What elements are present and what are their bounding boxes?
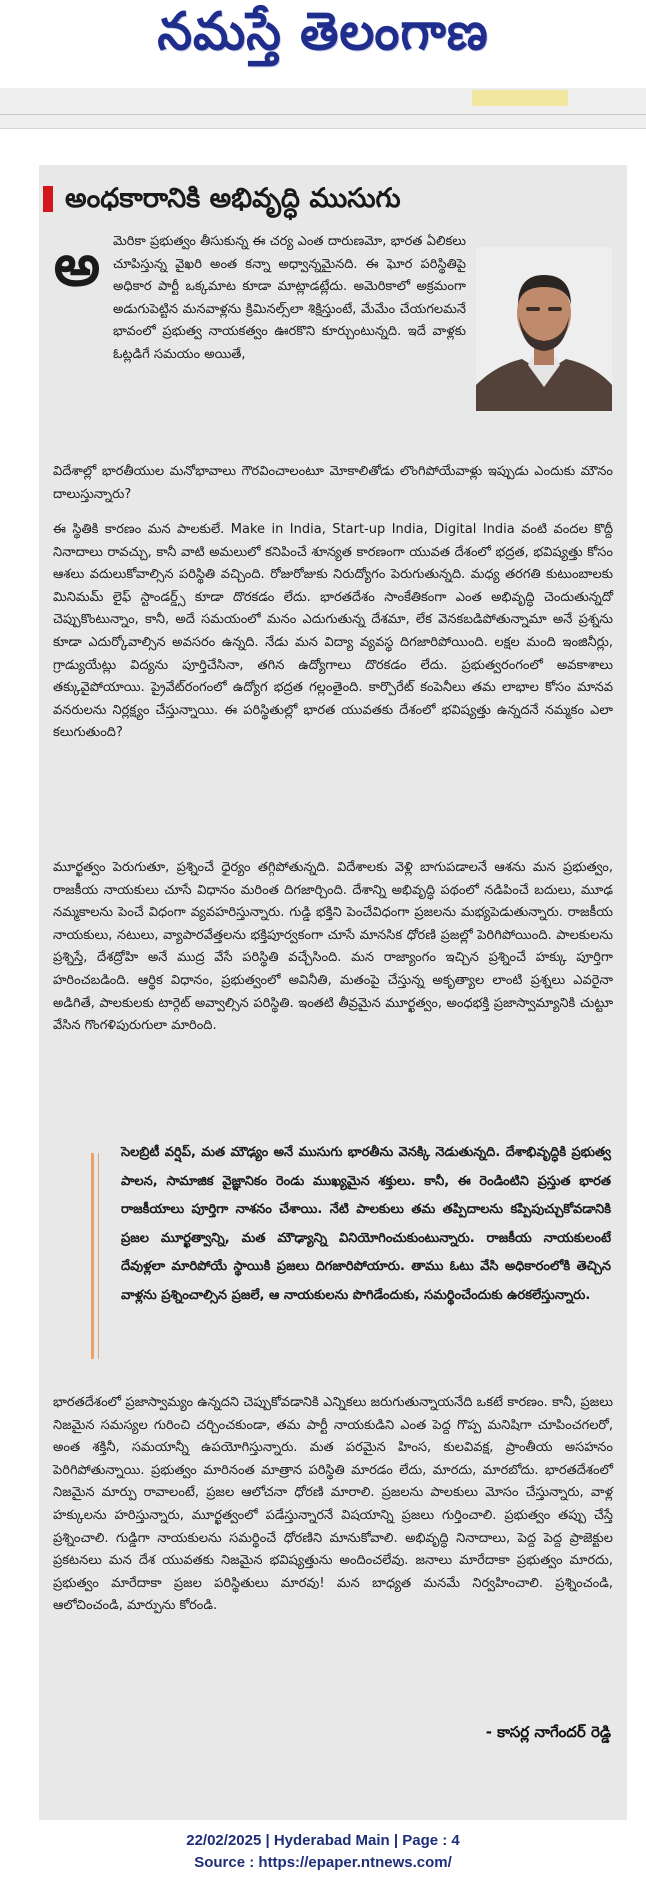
footer bbox=[0, 1830, 646, 1874]
drop-cap: అ bbox=[53, 231, 101, 299]
divider bbox=[0, 100, 646, 115]
author-byline: - కాసర్ల నాగేందర్ రెడ్డి bbox=[485, 1723, 611, 1741]
paragraph-4: భారతదేశంలో ప్రజాస్వామ్యం ఉన్నదని చెప్పుకోవడానికి ఎన్నికలు జరుగుతున్నాయనేది ఒకటే కారణం. కానీ, ప్రజలు నిజమైన సమస్యల గురించి చర్చించకుండా, తమ పార్టీ నాయకుడిని ఎంత పెద్ద గొప్ప మనిషిగా చూపించగలరో, అంత శక్తినీ, సమయాన్నీ ఉపయోగిస్తున్నారు. మత పరమైన హింస, కులవివక్ష, ప్రాంతీయ అసహనం పెరిగిపోతున్నాయి. ప్రభుత్వం మారినంత మాత్రాన పరిస్థితి మారడం లేదు, మారదు, మారబోదు. భారతదేశంలో నిజమైన మార్పు రావాలంటే, ప్రజల ఆలోచనా ధోరణి మారాలి. ప్రజలను పాలకులు మోసం చేస్తున్నారు, వాళ్ల హక్కులను హరిస్తున్నారు, మూర్ఖత్వంలో పడేస్తున్నారనే విషయాన్ని ప్రజలు గుర్తించాలి. ప్రభుత్వం తప్పు చేస్తే ప్రశ్నించాలి. గుడ్డిగా నాయకులను సమర్థించే ధోరణిని మానుకోవాలి. అభివృద్ధి నినాదాలు, పెద్ద పెద్ద ప్రాజెక్టుల ప్రకటనలు మన దేశ యువతకు నిజమైన భవిష్యత్తును అందించలేవు. జనాలు మారేదాకా ప్రభుత్వం మారదు, ప్రభుత్వం మారేదాకా ప్రజల పరిస్థితులు మారవు! మన బాధ్యత మనమే నిర్వహించాలి. ప్రశ్నించండి, ఆలోచించండి, మార్పును కోరండి. bbox=[53, 1395, 613, 1614]
author-photo bbox=[476, 247, 612, 411]
paragraph-1: మెరికా ప్రభుత్వం తీసుకున్న ఈ చర్య ఎంత దారుణమో, భారత ఏలికలు చూపిస్తున్న వైఖరి అంత కన్నా అధ్వాన్నమైనది. ఈ ఘోర పరిస్థితిపై అధికార పార్టీ ఒక్కమాట కూడా మాట్లాడట్లేదు. అమెరికాలో అక్రమంగా అడుగుపెట్టిన మనవాళ్లను క్రిమినల్స్‌లా శిక్షిస్తుంటే, మేమేం చేయగలమనే భావంలో ప్రభుత్వ నాయకత్వం ఊరకొని కూర్చుంటున్నది. ఇదే వాళ్లకు ఓట్లడిగే సమయం అయితే, bbox=[113, 234, 466, 362]
footer-date-edition: 22/02/2025 | Hyderabad Main | Page : 4 bbox=[186, 1832, 460, 1849]
headline: అంధకారానికి అభివృద్ధి ముసుగు bbox=[65, 183, 401, 214]
paragraph-1-continued: విదేశాల్లో భారతీయుల మనోభావాలు గౌరవించాలంటూ మోకాలితోడు లొంగిపోయేవాళ్లు ఇప్పుడు ఎందుకు మౌనం దాలుస్తున్నారు? bbox=[53, 464, 613, 502]
paragraph-2: ఈ స్థితికి కారణం మన పాలకులే. Make in India, Start-up India, Digital India వంటి వందల కొద్దీ నినాదాలు రావచ్చు, కానీ వాటి అమలులో కనిపించే శూన్యత కారణంగా యువత దేశంలో భద్రత, భవిష్యత్తు కోసం ఆశలు వదులుకోవాల్సిన పరిస్థితి వచ్చింది. రోజురోజుకు నిరుద్యోగం పెరుగుతున్నది. మధ్య తరగతి కుటుంబాలకు మినిమమ్ లైఫ్ స్టాండర్డ్స్ కూడా దొరకడం లేదు. భారతదేశం సాంకేతికంగా ఎంత అభివృద్ధి చెందుతున్నదో చెప్పుకొంటున్నాం, కానీ, అదే సమయంలో మనం ఎదుగుతున్న దేశమా, లేక వెనకబడిపోతున్నామా అనే ప్రశ్నను కూడా ఎదుర్కోవాల్సిన అవసరం ఉన్నది. నేడు మన విద్యా వ్యవస్థ దిగజారిపోయింది. లక్షల మంది ఇంజినీర్లు, గ్రాడ్యుయేట్లు విద్యను పూర్తిచేసినా, తగిన ఉద్యోగాలు దొరకడం లేదు. ప్రభుత్వరంగంలో అవకాశాలు తక్కువైపోయాయి. ప్రైవేట్‌రంగంలో ఉద్యోగ భద్రత గల్లంతైంది. కార్పొరేట్ కంపెనీలు తమ లాభాల కోసం మానవ వనరులను నిర్లక్ష్యం చేస్తున్నాయి. ఈ పరిస్థితుల్లో భారత యువతకు దేశంలో భవిష్యత్తు ఉన్నదనే నమ్మకం ఎలా కలుగుతుంది? bbox=[53, 522, 613, 741]
pull-quote bbox=[63, 1135, 613, 1381]
pull-quote-text: సెలబ్రిటీ వర్షిప్, మత మౌఢ్యం అనే ముసుగు భారతీను వెనక్కి నెడుతున్నది. దేశాభివృద్ధికి ప్రభుత్వ పాలన, సామాజిక వైజ్ఞానికం రెండు ముఖ్యమైన శక్తులు. కానీ, ఈ రెండింటిని ప్రస్తుత భారత రాజకీయాలు పూర్తిగా నాశనం చేశాయి. నేటి పాలకులు తమ తప్పిదాలను కప్పిపుచ్చుకోవడానికి ప్రజల మూర్ఖత్వాన్ని, మత మౌఢ్యాన్ని వినియోగించుకుంటున్నారు. రాజకీయ నాయకులంటే దేవుళ్లలా మారిపోయే స్థాయికి ప్రజలు దిగజారిపోయారు. తాము ఓటు వేసి అధికారంలోకి తెచ్చిన వాళ్లను ప్రశ్నించాల్సిన ప్రజలే, ఆ నాయకులను పొగిడేందుకు, సమర్థించేందుకు ఉరకలేస్తున్నారు. bbox=[121, 1145, 611, 1303]
pull-quote-rule bbox=[91, 1153, 94, 1359]
author-photo-illustration bbox=[476, 247, 612, 411]
pull-quote-rule bbox=[98, 1153, 99, 1359]
footer-source-link[interactable]: Source : https://epaper.ntnews.com/ bbox=[194, 1854, 452, 1871]
masthead bbox=[0, 0, 646, 62]
masthead-logo: నమస్తే తెలంగాణ bbox=[157, 1, 489, 62]
article bbox=[39, 165, 627, 1820]
headline-accent-bar bbox=[43, 186, 53, 212]
paragraph-3: మూర్ఖత్వం పెరుగుతూ, ప్రశ్నించే ధైర్యం తగ్గిపోతున్నది. విదేశాలకు వెళ్లి బాగుపడాలనే ఆశను మన ప్రభుత్వం, రాజకీయ నాయకులు చూసే విధానం మరింత దిగజార్చింది. దేశాన్ని అభివృద్ధి పథంలో నడిపించే బదులు, మూఢ నమ్మకాలను పెంచే విధంగా వ్యవహరిస్తున్నారు. గుడ్డి భక్తిని పెంచేవిధంగా ప్రజలను మభ్యపెడుతున్నారు. రాజకీయ నాయకులు, నటులు, వ్యాపారవేత్తలను భక్తిపూర్వకంగా చూసే మానసిక ధోరణి ప్రజల్లో పెరిగిపోయింది. పాలకులను ప్రశ్నిస్తే, దేశద్రోహి అనే ముద్ర వేసే పరిస్థితి వచ్చేసింది. మన రాజ్యాంగం ఇచ్చిన ప్రశ్నించే హక్కు పూర్తిగా హరించబడింది. ఆర్థిక విధానం, ప్రభుత్వంలో అవినీతి, మతంపై చేస్తున్న అకృత్యాల లాంటి ప్రశ్నలు ఎవరైనా అడిగితే, పాలకులకు టార్గెట్ అవ్వాల్సిన పరిస్థితి. ఇంతటి తీవ్రమైన మూర్ఖత్వం, అంధభక్తి ప్రజాస్వామ్యానికి చుట్టూ వేసిన గొంగళిపురుగులా మారింది. bbox=[53, 860, 613, 1034]
